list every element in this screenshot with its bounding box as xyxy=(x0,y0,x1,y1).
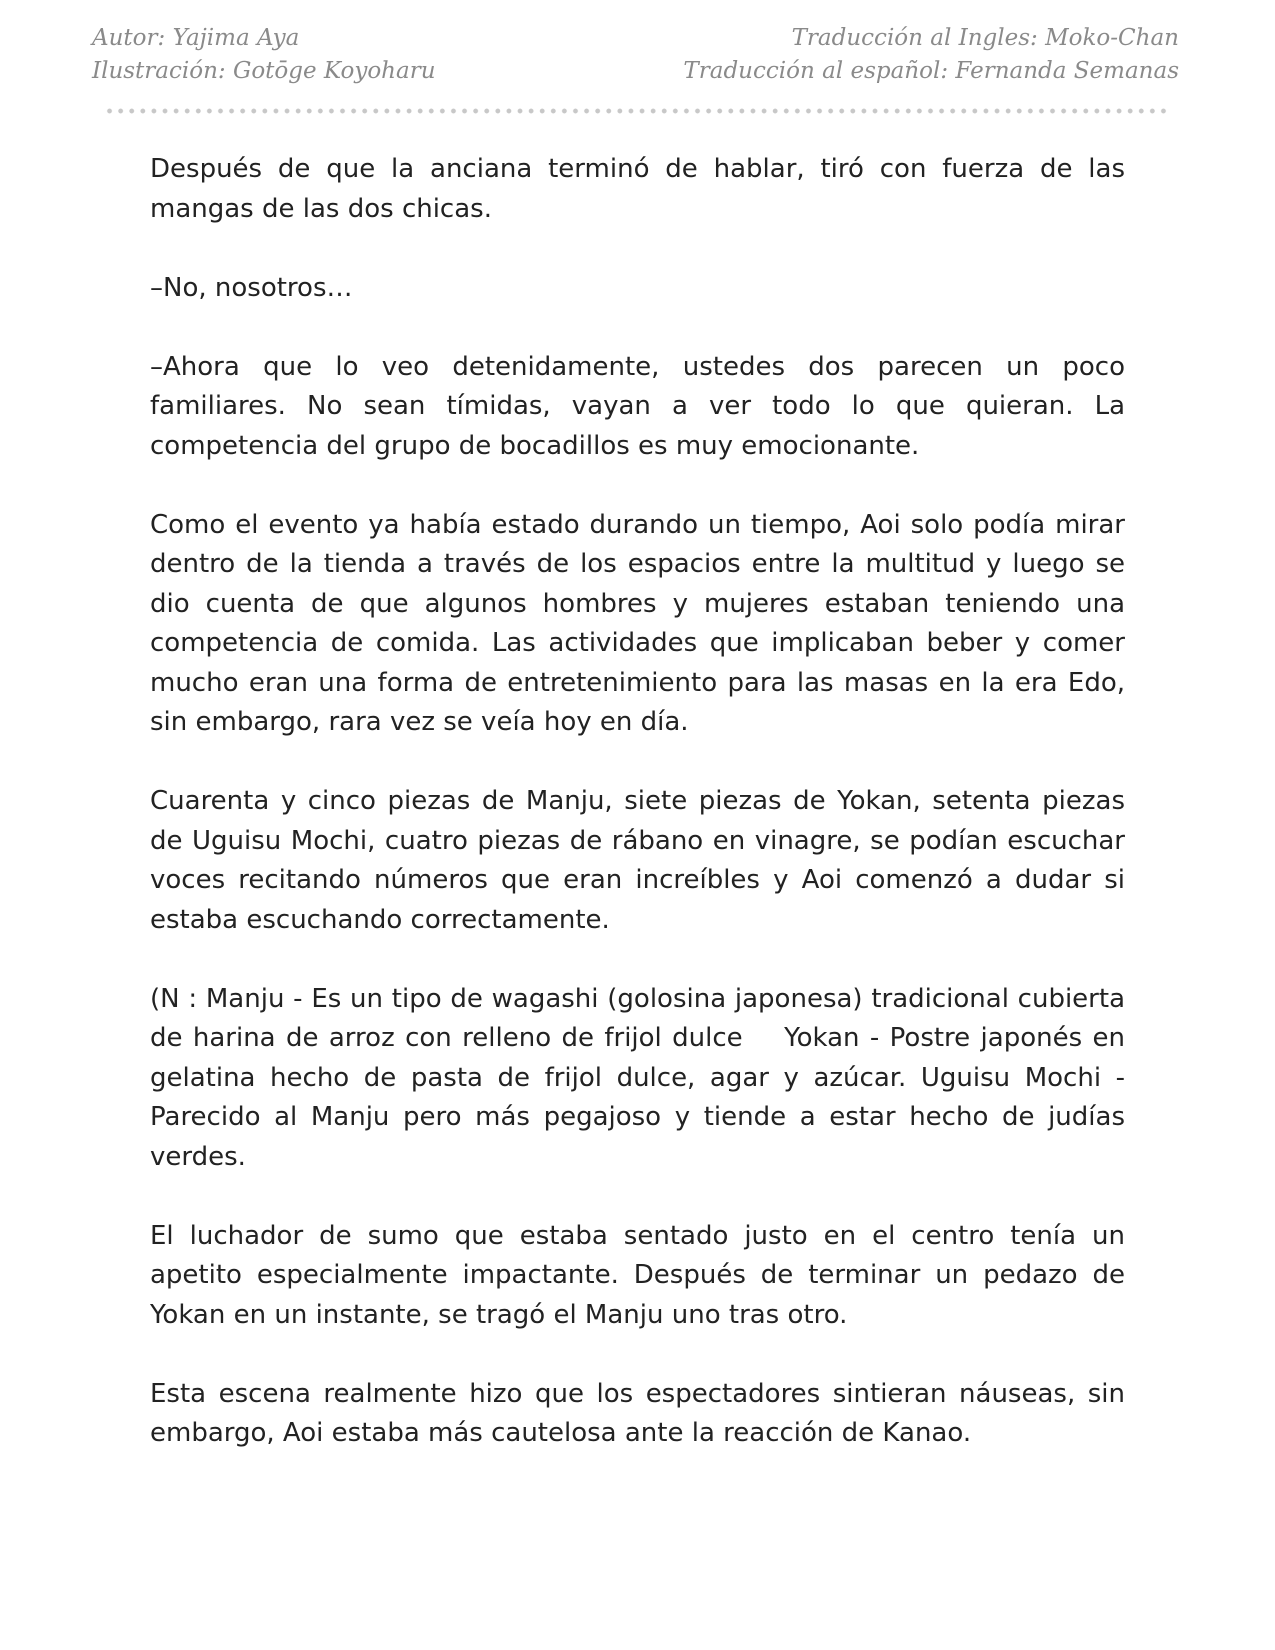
paragraph: Cuarenta y cinco piezas de Manju, siete piezas de Yokan, setenta piezas de Uguisu Mochi, cuatro piezas de rábano en vinagre, se podían escuchar voces recitando números que eran increíbles y Aoi comenzó a dudar si estaba escuchando correctamente. xyxy=(150,786,1134,935)
paragraph: Como el evento ya había estado durando un tiempo, Aoi solo podía mirar dentro de la tienda a través de los espacios entre la multitud y luego se dio cuenta de que algunos hombres y mujeres estaban teniendo una competencia de comida. Las actividades que implicaban beber y comer mucho eran una forma de entretenimiento para las masas en la era Edo, sin embargo, rara vez se veía hoy en día. xyxy=(150,509,1134,737)
paragraph: Esta escena realmente hizo que los espectadores sintieran náuseas, sin embargo, Aoi estaba más cautelosa ante la reacción de Kanao. xyxy=(150,1378,1134,1448)
dotted-divider xyxy=(104,108,1170,114)
page-header xyxy=(92,22,1179,92)
illustration-credit: Ilustración: Gotōge Koyoharu xyxy=(92,58,436,84)
paragraph: El luchador de sumo que estaba sentado justo en el centro tenía un apetito especialmente impactante. Después de terminar un pedazo de Yokan en un instante, se tragó el Manju uno tras otro. xyxy=(150,1220,1134,1330)
paragraph: –No, nosotros… xyxy=(150,272,353,303)
credits-left xyxy=(92,22,436,88)
credits-right xyxy=(683,22,1179,88)
body-text xyxy=(150,150,1134,1493)
paragraph: –Ahora que lo veo detenidamente, ustedes dos parecen un poco familiares. No sean tímidas, vayan a ver todo lo que quieran. La competencia del grupo de bocadillos es muy emocionante. xyxy=(150,351,1134,461)
author-credit: Autor: Yajima Aya xyxy=(92,25,300,51)
paragraph: Después de que la anciana terminó de hablar, tiró con fuerza de las mangas de las dos chicas. xyxy=(150,154,1134,224)
paragraph: (N : Manju - Es un tipo de wagashi (golosina japonesa) tradicional cubierta de harina de arroz con relleno de frijol dulce Yokan - Postre japonés en gelatina hecho de pasta de frijol dulce, agar y azúcar. Uguisu Mochi - Parecido al Manju pero más pegajoso y tiende a estar hecho de judías verdes. xyxy=(150,983,1134,1172)
english-translation-credit: Traducción al Ingles: Moko-Chan xyxy=(791,25,1179,51)
spanish-translation-credit: Traducción al español: Fernanda Semanas xyxy=(683,58,1179,84)
